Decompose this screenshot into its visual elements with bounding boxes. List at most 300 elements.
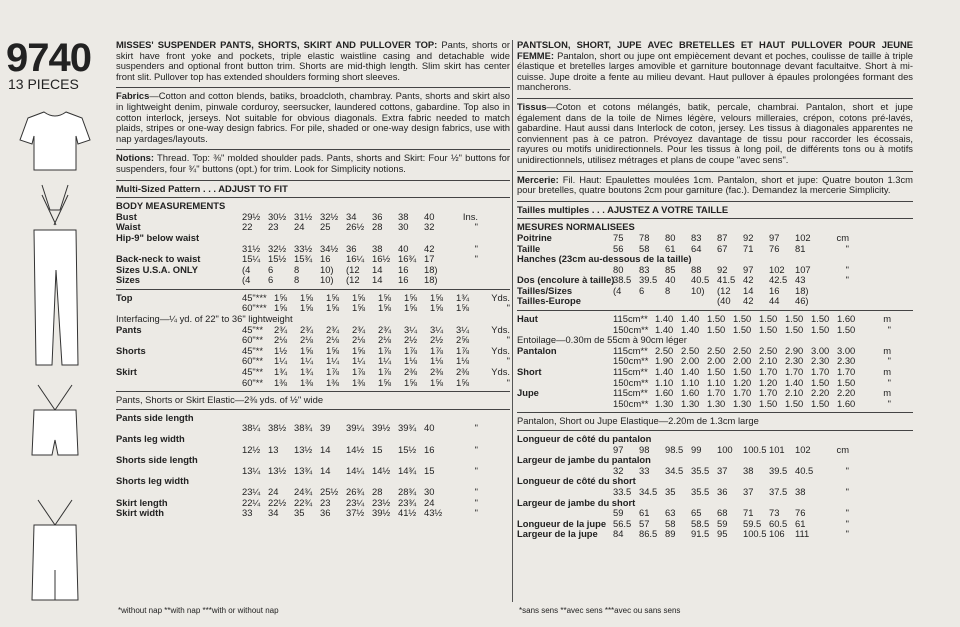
row-unit: " xyxy=(474,422,478,434)
table-cell: 81 xyxy=(795,242,806,254)
table-cell: 24 xyxy=(268,485,279,497)
row-unit xyxy=(450,265,478,276)
notions-fr xyxy=(517,175,913,196)
row-label: Longueur de côté du short xyxy=(517,475,636,487)
fabrics-text: —Cotton and cotton blends, batiks, broadcloth, chambray. Pants, shorts and skirt also in lightweight denim, pinwale corduroy, seersucker, laundered cottons, gabardine. Top also in cotton interlock, jerseys. Not suitable for obvious diagonals. Extra fabric needed to match plaids, stripes or one-way design fabrics. For pile, shaded or one-way design fabrics, use with nap yardages/layouts. xyxy=(116,90,510,144)
table-cell: 2.00 xyxy=(733,355,752,367)
row-label: Sizes U.S.A. ONLY xyxy=(116,263,198,275)
notions xyxy=(116,153,510,174)
fabrics xyxy=(116,91,510,144)
row-fabric-width: 150cm** xyxy=(613,397,649,409)
row-unit: m xyxy=(883,366,891,378)
row-fabric-width: 45"*** xyxy=(242,291,267,303)
table-cell: 1⅞ xyxy=(404,344,418,356)
table-cell xyxy=(691,434,717,445)
table-cell: 38 xyxy=(795,485,806,497)
row-label: Shorts leg width xyxy=(116,475,189,487)
table-cell: 100.5 xyxy=(743,443,767,455)
table-cell: 24¾ xyxy=(294,485,313,497)
top-yardage-table xyxy=(116,293,510,314)
row-fabric-width: 115cm** xyxy=(613,387,648,399)
table-row xyxy=(116,498,510,509)
row-unit: " xyxy=(845,507,849,519)
table-cell: 38 xyxy=(398,210,409,222)
table-cell: 15 xyxy=(372,443,383,455)
fabrics-text-fr: —Coton et cotons mélangés, batik, percale, chambrai. Pantalon, short et jupe également dans de la toile de Nimes légère, velours milleraies, crépon, cotons pré-lavés, gabardine. Haut aussi dans Interlock de coton, jersey. Les tissus à diagonales apparentes ne conviennent pas à ce patron. Prévoyez davantage de tissu pour raccorder les écossais, rayures ou motifs unidirectionnels. Pour les tissus à long poil, de différents tons ou à motifs unidirectionnels, utilisez métrages et plans de coupe "avec sens". xyxy=(517,100,913,165)
row-label: Largeur de la jupe xyxy=(517,528,598,540)
row-unit: " xyxy=(506,355,510,367)
table-cell: 1.30 xyxy=(707,397,726,409)
table-cell: 1⅝ xyxy=(404,376,418,388)
table-cell: 23¼ xyxy=(346,496,365,508)
table-cell: 16 xyxy=(398,263,409,275)
table-cell: 14 xyxy=(372,274,383,286)
table-cell: 38¾ xyxy=(294,422,313,434)
table-cell: 97 xyxy=(613,443,624,455)
footnote: *without nap **with nap ***with or without nap xyxy=(118,606,279,615)
row-unit: " xyxy=(474,253,478,265)
table-cell: 18) xyxy=(795,284,809,296)
table-cell: 16¼ xyxy=(346,253,365,265)
table-cell: 40 xyxy=(424,210,435,222)
table-cell: 1.50 xyxy=(785,323,804,335)
table-cell xyxy=(639,434,665,445)
table-cell: 99 xyxy=(691,443,702,455)
top-yardage-table-fr xyxy=(517,314,913,335)
row-label: Pantalon xyxy=(517,344,557,356)
table-cell: 37 xyxy=(743,485,754,497)
table-cell: 39.5 xyxy=(639,274,658,286)
table-cell: 2.50 xyxy=(707,344,726,356)
table-row xyxy=(517,498,913,509)
table-cell: 43 xyxy=(795,274,806,286)
table-cell: 1.10 xyxy=(707,376,726,388)
table-cell xyxy=(320,233,346,244)
table-row xyxy=(116,275,510,286)
table-cell: 2¾ xyxy=(326,323,340,335)
table-cell: 15½ xyxy=(398,443,417,455)
row-unit: " xyxy=(845,242,849,254)
table-cell xyxy=(294,434,320,445)
table-cell: 92 xyxy=(743,231,754,243)
table-row xyxy=(517,399,913,410)
row-unit: " xyxy=(887,323,891,335)
table-cell: 58 xyxy=(665,517,676,529)
row-label: Hanches (23cm au-dessous de la taille) xyxy=(517,253,692,265)
table-cell: 58.5 xyxy=(691,517,710,529)
row-label: Largeur de jambe du short xyxy=(517,496,636,508)
table-cell: 61 xyxy=(795,517,806,529)
table-cell: 1.50 xyxy=(759,313,778,325)
table-cell: 2⅛ xyxy=(274,334,288,346)
table-cell: 80 xyxy=(613,263,624,275)
table-cell: 14 xyxy=(743,284,754,296)
table-cell: 71 xyxy=(743,242,754,254)
table-cell: 1.30 xyxy=(655,397,674,409)
row-label: Skirt width xyxy=(116,507,164,519)
row-unit: m xyxy=(883,313,891,325)
table-cell: 1.60 xyxy=(837,313,856,325)
table-cell: 1¼ xyxy=(274,355,288,367)
table-row xyxy=(517,275,913,286)
table-cell: 37.5 xyxy=(769,485,788,497)
table-cell: 40 xyxy=(398,242,409,254)
row-unit xyxy=(450,275,478,286)
table-cell xyxy=(691,296,717,307)
table-cell: 23 xyxy=(268,221,279,233)
table-cell: 1¼ xyxy=(326,355,340,367)
table-cell: 1⅝ xyxy=(352,302,366,314)
table-cell: 65 xyxy=(691,507,702,519)
table-cell: 42 xyxy=(424,242,435,254)
table-cell: 102 xyxy=(795,443,811,455)
row-unit: " xyxy=(506,376,510,388)
table-cell: 1.10 xyxy=(655,376,674,388)
table-cell: 1⅝ xyxy=(456,302,470,314)
table-cell: 71 xyxy=(743,507,754,519)
row-label: Sizes xyxy=(116,274,140,286)
table-cell: 28¾ xyxy=(398,485,417,497)
table-cell: 1.40 xyxy=(681,323,700,335)
table-cell: 57 xyxy=(639,517,650,529)
table-cell: 2.30 xyxy=(785,355,804,367)
table-cell: 30 xyxy=(424,485,435,497)
row-unit xyxy=(450,455,478,466)
table-cell: 40 xyxy=(424,422,435,434)
table-cell: 16 xyxy=(424,443,435,455)
description xyxy=(116,40,510,82)
table-cell: 1.90 xyxy=(655,355,674,367)
table-cell: 1¼ xyxy=(300,355,314,367)
table-cell: 2½ xyxy=(430,334,444,346)
table-cell: 1⅜ xyxy=(352,376,366,388)
table-cell: (4 xyxy=(242,274,251,286)
table-cell: 23 xyxy=(320,496,331,508)
table-cell: 2¾ xyxy=(300,323,314,335)
table-cell: (12 xyxy=(346,263,360,275)
table-cell: 33 xyxy=(639,464,650,476)
row-unit: " xyxy=(887,376,891,388)
row-unit xyxy=(821,254,849,265)
table-cell: 1⅝ xyxy=(430,291,444,303)
table-cell: 36 xyxy=(346,242,357,254)
table-cell: 91.5 xyxy=(691,528,710,540)
table-cell: 2.10 xyxy=(785,387,804,399)
table-cell: 25½ xyxy=(320,485,339,497)
table-cell: 1.40 xyxy=(681,366,700,378)
table-cell: 38 xyxy=(372,242,383,254)
table-cell: 102 xyxy=(795,231,811,243)
table-cell xyxy=(398,233,424,244)
table-cell: 3¼ xyxy=(404,323,418,335)
table-cell: 38½ xyxy=(268,422,287,434)
row-label: Top xyxy=(116,291,133,303)
table-cell: 68 xyxy=(717,507,728,519)
row-unit xyxy=(821,296,849,307)
table-cell: 16½ xyxy=(372,253,391,265)
table-cell: 97 xyxy=(743,263,754,275)
table-cell: 2¾ xyxy=(274,323,288,335)
row-fabric-width: 60"*** xyxy=(242,302,267,314)
table-cell: 1⅝ xyxy=(378,302,392,314)
table-cell: 1.50 xyxy=(707,366,726,378)
table-cell: 2⅜ xyxy=(456,366,470,378)
table-cell xyxy=(268,434,294,445)
table-cell: 31½ xyxy=(242,242,261,254)
table-cell xyxy=(717,434,743,445)
row-label: Skirt length xyxy=(116,496,168,508)
table-cell: 1.20 xyxy=(759,376,778,388)
table-cell: 1⅞ xyxy=(430,344,444,356)
row-label: Pants xyxy=(116,323,142,335)
table-cell: 14¼ xyxy=(346,464,365,476)
table-cell: 39½ xyxy=(372,507,391,519)
multi-size-heading: Multi-Sized Pattern . . . ADJUST TO FIT xyxy=(116,182,288,194)
table-cell: 60.5 xyxy=(769,517,788,529)
table-cell: 1.70 xyxy=(785,366,804,378)
notions-label-fr: Mercerie: xyxy=(517,173,559,185)
table-cell: 35 xyxy=(665,485,676,497)
table-row xyxy=(517,254,913,265)
multi-size-heading-fr: Tailles multiples . . . AJUSTEZ A VOTRE TAILLE xyxy=(517,203,729,215)
table-cell: 22½ xyxy=(268,496,287,508)
table-cell: 37½ xyxy=(346,507,365,519)
row-label: Jupe xyxy=(517,387,539,399)
table-cell: 1⅝ xyxy=(404,291,418,303)
table-cell: 61 xyxy=(665,242,676,254)
row-unit: " xyxy=(474,485,478,497)
table-cell: 76 xyxy=(795,507,806,519)
table-cell: 14 xyxy=(372,263,383,275)
table-cell: 6 xyxy=(268,263,274,275)
table-cell: 1.40 xyxy=(681,313,700,325)
measurement-table-fr xyxy=(517,233,913,307)
table-cell: 16 xyxy=(320,253,331,265)
row-unit: " xyxy=(474,221,478,233)
table-cell: 37 xyxy=(717,464,728,476)
table-cell: 14 xyxy=(320,443,331,455)
row-unit: Yds. xyxy=(491,323,510,335)
table-cell: 18) xyxy=(424,274,438,286)
table-row xyxy=(517,455,913,466)
table-cell xyxy=(665,296,691,307)
table-cell: 67 xyxy=(717,242,728,254)
row-unit: " xyxy=(845,464,849,476)
row-label xyxy=(517,487,613,498)
table-row xyxy=(116,455,510,466)
description-title-fr: PANTSLON, SHORT, JUPE AVEC BRETELLES ET HAUT PULLOVER POUR JEUNE FEMME: xyxy=(517,39,913,61)
table-cell: 92 xyxy=(717,263,728,275)
table-cell: 1¾ xyxy=(456,291,470,303)
table-cell: 40.5 xyxy=(691,274,710,286)
table-cell: 80 xyxy=(665,231,676,243)
table-cell: 35.5 xyxy=(691,485,710,497)
table-cell: 2⅜ xyxy=(404,366,418,378)
table-cell xyxy=(242,434,268,445)
row-fabric-width: 60"** xyxy=(242,376,264,388)
table-cell: 101 xyxy=(769,443,785,455)
table-cell: 3¼ xyxy=(456,323,470,335)
row-unit xyxy=(450,476,478,487)
table-cell: 34.5 xyxy=(639,485,658,497)
row-unit: Yds. xyxy=(491,291,510,303)
row-label: Pants side length xyxy=(116,411,194,423)
table-cell: 1¾ xyxy=(300,366,314,378)
table-cell xyxy=(320,434,346,445)
table-cell: 1⅞ xyxy=(326,366,340,378)
table-cell: 1.50 xyxy=(837,376,856,388)
table-cell: 13½ xyxy=(268,464,287,476)
table-cell: 75 xyxy=(613,231,624,243)
table-cell xyxy=(639,296,665,307)
table-row xyxy=(116,487,510,498)
table-cell: 1.70 xyxy=(811,366,830,378)
table-cell: 38 xyxy=(743,464,754,476)
table-cell: 106 xyxy=(769,528,785,540)
table-cell: 1⅝ xyxy=(326,291,340,303)
table-row xyxy=(517,487,913,498)
table-cell: 107 xyxy=(795,263,811,275)
row-unit xyxy=(821,286,849,297)
table-cell: 12½ xyxy=(242,443,261,455)
table-cell: 2.30 xyxy=(837,355,856,367)
table-cell: 2.00 xyxy=(707,355,726,367)
table-row xyxy=(116,356,510,367)
table-row xyxy=(517,233,913,244)
table-cell: 36 xyxy=(717,485,728,497)
table-cell: 13 xyxy=(268,443,279,455)
table-cell xyxy=(795,434,821,445)
table-cell: 2⅜ xyxy=(430,366,444,378)
table-row xyxy=(116,378,510,389)
table-row xyxy=(517,476,913,487)
table-cell: 1.50 xyxy=(785,313,804,325)
row-unit: " xyxy=(474,464,478,476)
table-cell: 39.5 xyxy=(769,464,788,476)
notions-label: Notions: xyxy=(116,152,155,164)
table-cell: 1⅜ xyxy=(274,376,288,388)
row-fabric-width: 45"** xyxy=(242,323,264,335)
row-unit: " xyxy=(845,263,849,275)
table-cell: 32 xyxy=(424,221,435,233)
table-cell: 59 xyxy=(613,507,624,519)
table-cell: 2.10 xyxy=(759,355,778,367)
table-cell xyxy=(268,233,294,244)
table-cell: 1.50 xyxy=(811,376,830,388)
table-cell: 64 xyxy=(691,242,702,254)
table-cell: 1⅝ xyxy=(430,302,444,314)
row-label: Skirt xyxy=(116,366,137,378)
row-unit: m xyxy=(883,344,891,356)
table-cell: 61 xyxy=(639,507,650,519)
fabric-yardage-table-fr xyxy=(517,346,913,410)
row-label: Bust xyxy=(116,210,137,222)
row-label: Largeur de jambe du pantalon xyxy=(517,454,651,466)
row-label: Dos (encolure à taille) xyxy=(517,274,615,286)
table-cell: 14 xyxy=(320,464,331,476)
table-cell: 2.50 xyxy=(655,344,674,356)
table-cell: 10) xyxy=(691,284,705,296)
table-cell: 2⅛ xyxy=(300,334,314,346)
table-cell: 15 xyxy=(424,464,435,476)
english-column xyxy=(116,40,510,519)
row-fabric-width: 115cm** xyxy=(613,366,648,378)
table-cell: 22 xyxy=(242,221,253,233)
table-cell xyxy=(424,233,450,244)
table-cell: 42.5 xyxy=(769,274,788,286)
table-cell: 17 xyxy=(424,253,435,265)
table-cell: 85 xyxy=(665,263,676,275)
row-unit xyxy=(450,233,478,244)
table-cell xyxy=(242,233,268,244)
table-cell: 97 xyxy=(769,231,780,243)
description-text: Pants, shorts or skirt have front yoke and pockets, triple elastic waistline casing and detachable wide suspenders and optional front button trim. Shorts are mid-thigh length. Slim skirt has center front slit. Pullover top has extended shoulders forming short sleeves. xyxy=(116,39,510,82)
table-cell: 83 xyxy=(691,231,702,243)
fabrics-label: Fabrics xyxy=(116,90,150,102)
table-cell: 78 xyxy=(639,231,650,243)
finished-measurements-table-fr xyxy=(517,434,913,540)
fabrics-label-fr: Tissus xyxy=(517,100,547,112)
table-cell: 1.50 xyxy=(811,397,830,409)
table-cell: 1.50 xyxy=(811,323,830,335)
table-cell: 59.5 xyxy=(743,517,762,529)
table-cell: 2¾ xyxy=(352,323,366,335)
table-cell: 1⅛ xyxy=(404,355,418,367)
table-cell: 1.60 xyxy=(837,397,856,409)
elastic: Pants, Shorts or Skirt Elastic—2⅜ yds. of ½" wide xyxy=(116,394,324,406)
table-cell: 15¼ xyxy=(242,253,261,265)
table-cell: 2½ xyxy=(404,334,418,346)
table-cell: 1.70 xyxy=(759,387,778,399)
row-label xyxy=(116,378,242,389)
table-cell: 41½ xyxy=(398,507,417,519)
table-row xyxy=(116,233,510,244)
table-cell: 1.60 xyxy=(681,387,700,399)
fabrics-fr xyxy=(517,102,913,166)
table-cell xyxy=(743,434,769,445)
row-label: Waist xyxy=(116,221,141,233)
row-unit: " xyxy=(845,528,849,540)
table-cell: 1.50 xyxy=(733,313,752,325)
table-cell: 38¼ xyxy=(242,422,261,434)
row-unit xyxy=(821,476,849,487)
table-cell: 39¾ xyxy=(398,422,417,434)
row-unit: m xyxy=(883,387,891,399)
table-cell: 30½ xyxy=(268,210,287,222)
table-cell: (40 xyxy=(717,295,731,307)
row-unit: " xyxy=(845,274,849,286)
table-cell: 33½ xyxy=(294,242,313,254)
table-cell: 24 xyxy=(294,221,305,233)
table-cell: 26½ xyxy=(346,221,365,233)
row-label: Tailles-Europe xyxy=(517,295,581,307)
table-cell: 14½ xyxy=(372,464,391,476)
row-label: Shorts xyxy=(116,344,146,356)
table-cell: 36 xyxy=(320,507,331,519)
table-cell: 2.30 xyxy=(811,355,830,367)
table-cell: 1¼ xyxy=(352,355,366,367)
table-row xyxy=(116,476,510,487)
notions-text: Thread. Top: ⅜" molded shoulder pads. Pants, shorts and Skirt: Four ½" buttons for suspenders, four ¾" buttons (opt.) for trim. Look for Simplicity notions. xyxy=(116,152,510,174)
table-cell xyxy=(346,233,372,244)
table-cell: 35 xyxy=(294,507,305,519)
table-row xyxy=(116,212,510,223)
table-cell: 2⅛ xyxy=(352,334,366,346)
table-cell: 2⅛ xyxy=(378,334,392,346)
table-cell: 1.70 xyxy=(759,366,778,378)
table-cell: 16 xyxy=(398,274,409,286)
table-cell: 15¾ xyxy=(294,253,313,265)
